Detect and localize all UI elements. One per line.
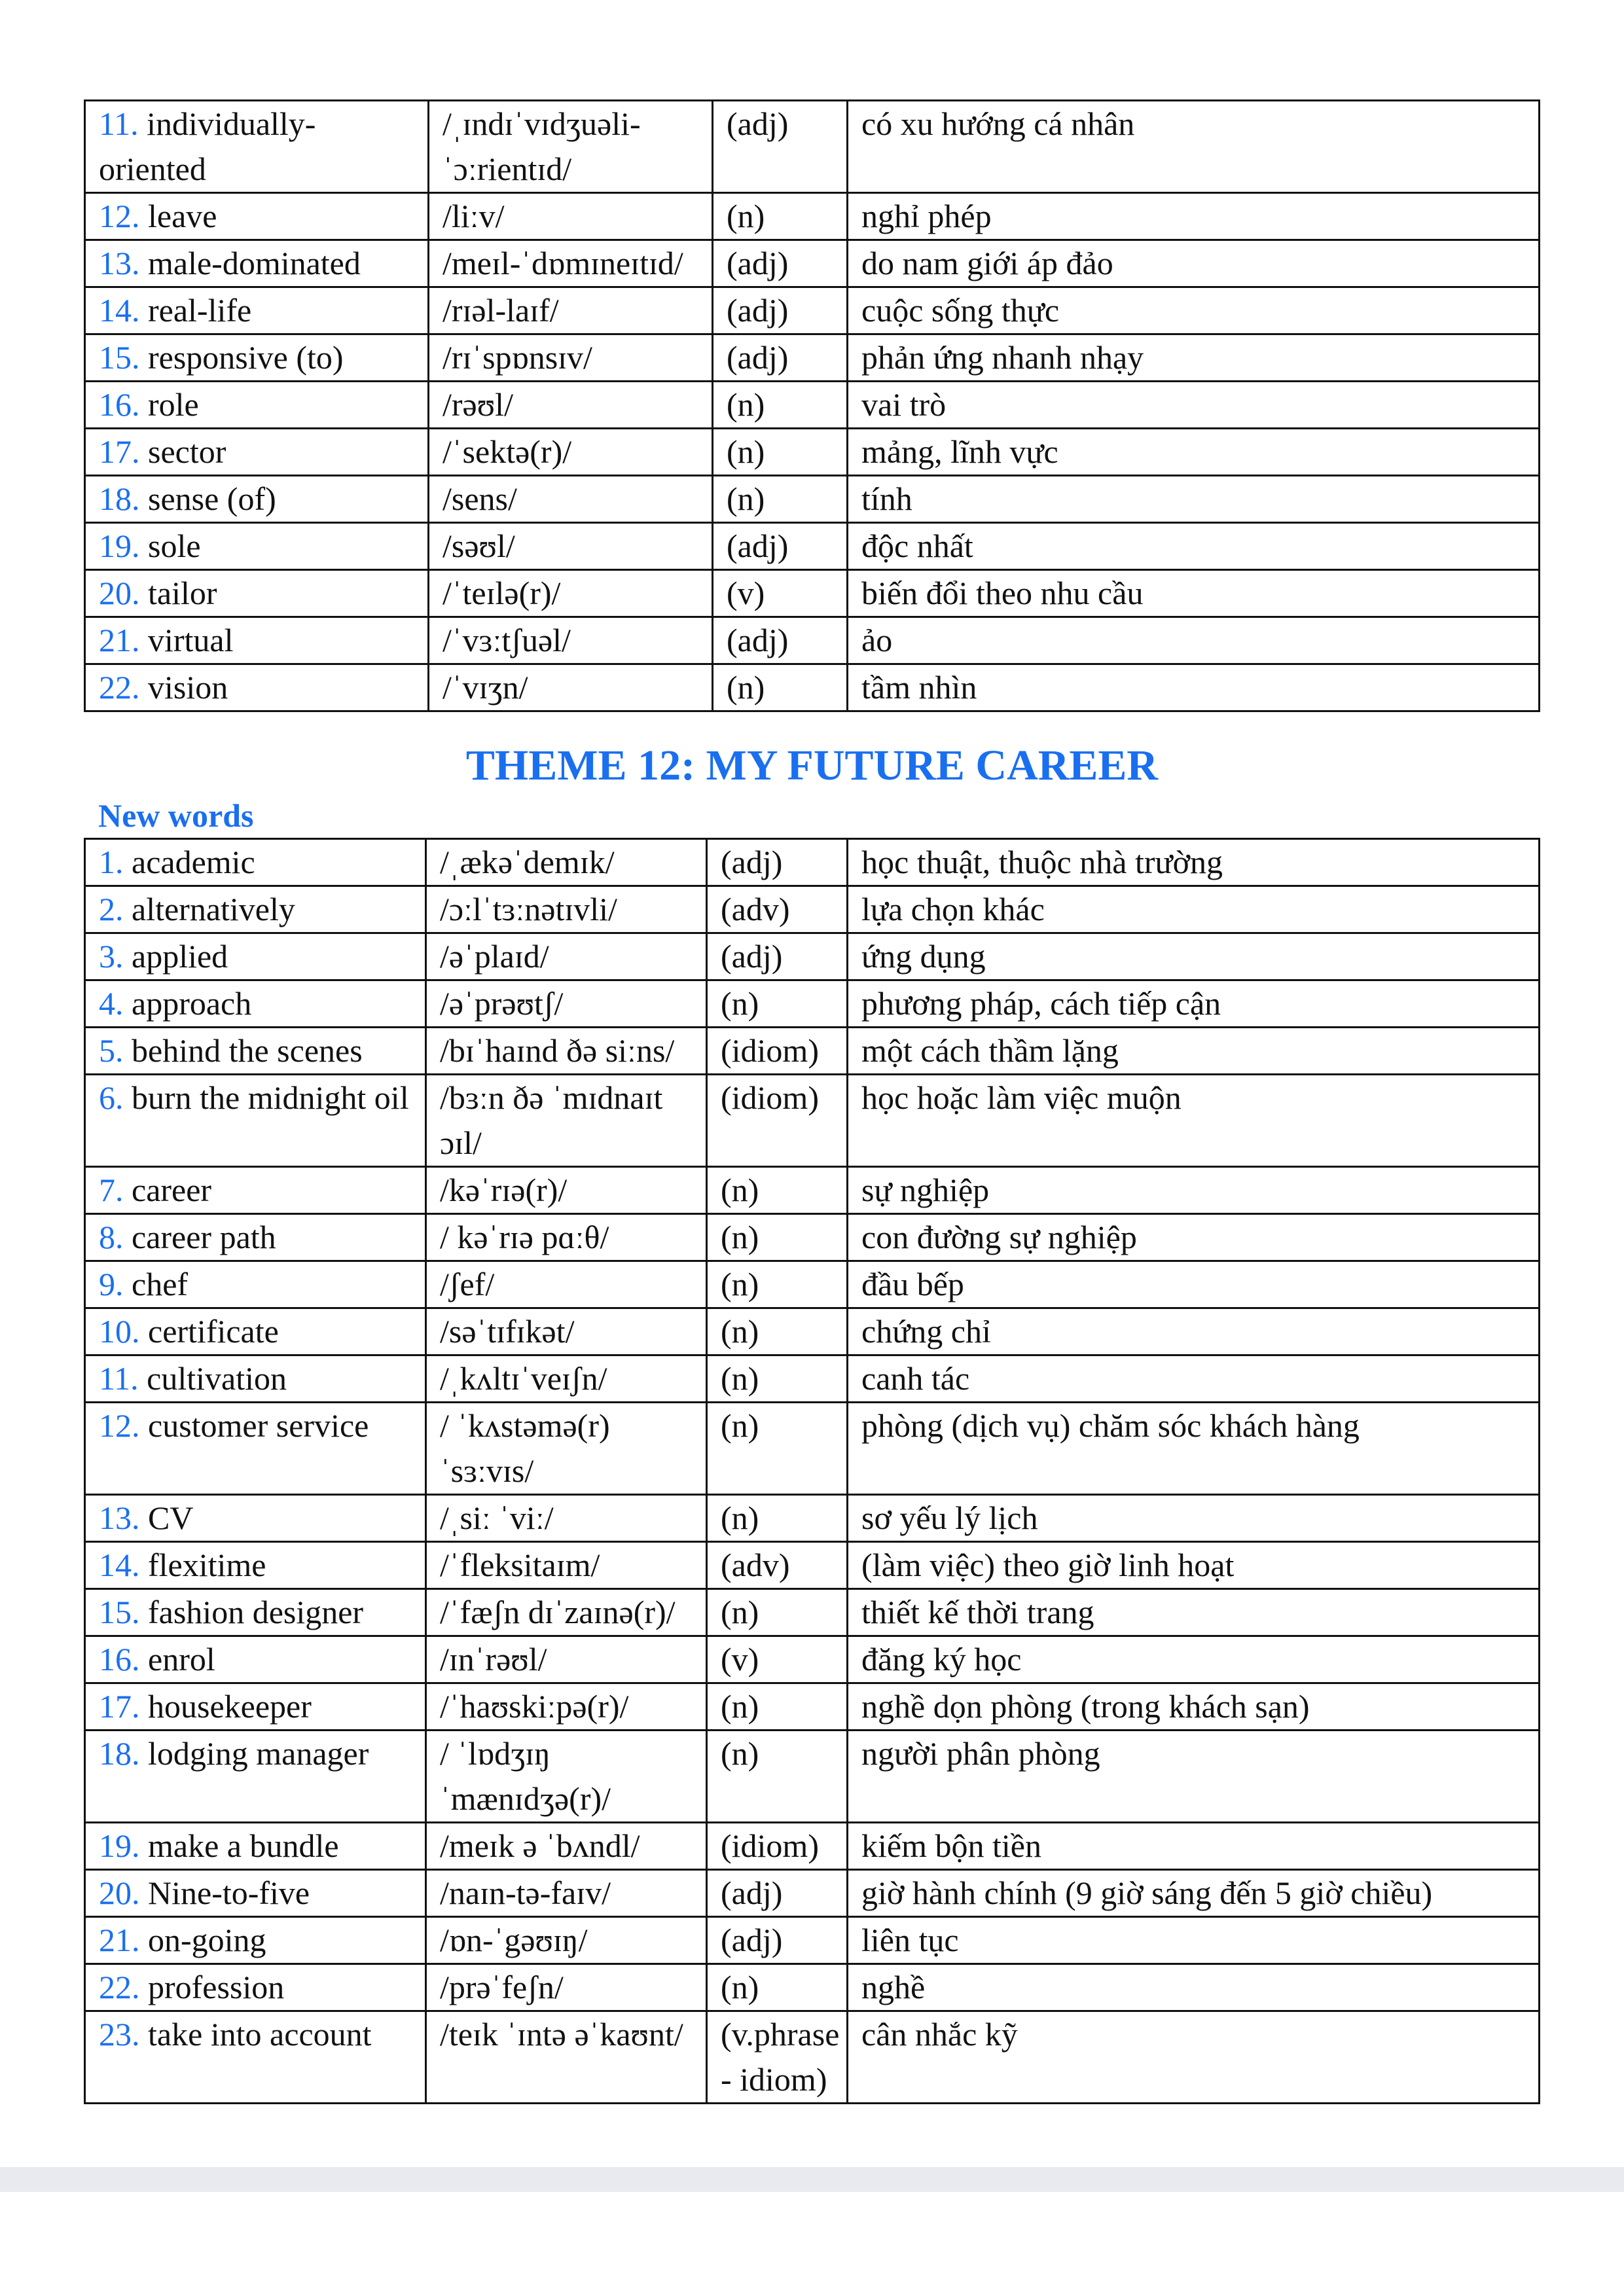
meaning-cell: kiếm bộn tiền <box>848 1823 1540 1870</box>
item-number: 22. <box>99 669 140 706</box>
item-number: 19. <box>99 1827 140 1864</box>
meaning-cell: nghỉ phép <box>848 193 1540 240</box>
vocab-row <box>85 523 1540 570</box>
word-cell <box>85 1167 426 1214</box>
word: sense (of) <box>148 480 276 517</box>
pronunciation-cell: /ɔːlˈtɜːnətɪvli/ <box>426 886 707 933</box>
vocab-row <box>85 101 1540 193</box>
word: sector <box>148 433 226 470</box>
word-cell <box>85 1075 426 1167</box>
word-cell <box>85 1964 426 2011</box>
theme-title: THEME 12: MY FUTURE CAREER <box>465 742 1159 789</box>
part-of-speech-cell: (n) <box>707 1261 848 1308</box>
word: role <box>148 386 199 423</box>
word: responsive (to) <box>148 339 344 376</box>
item-number: 7. <box>99 1172 124 1208</box>
meaning-cell: con đường sự nghiệp <box>848 1214 1540 1261</box>
pronunciation-cell: /ˈhaʊskiːpə(r)/ <box>426 1683 707 1731</box>
vocab-row <box>85 1964 1540 2011</box>
item-number: 18. <box>99 1735 140 1772</box>
word: career path <box>132 1219 276 1255</box>
pronunciation-cell: /naɪn-tə-faɪv/ <box>426 1870 707 1917</box>
part-of-speech-cell: (adj) <box>707 1917 848 1964</box>
meaning-cell: một cách thầm lặng <box>848 1028 1540 1075</box>
part-of-speech-cell: (adv) <box>707 886 848 933</box>
meaning-cell: ảo <box>848 617 1540 664</box>
pronunciation-cell: /səʊl/ <box>429 523 713 570</box>
word-cell <box>85 1403 426 1495</box>
item-number: 23. <box>99 2016 140 2053</box>
word: certificate <box>148 1313 279 1350</box>
meaning-cell: thiết kế thời trang <box>848 1589 1540 1636</box>
pronunciation-cell: /rɪəl-laɪf/ <box>429 287 713 334</box>
item-number: 5. <box>99 1032 124 1069</box>
meaning-cell: đầu bếp <box>848 1261 1540 1308</box>
word-cell <box>85 886 426 933</box>
pronunciation-cell: /sens/ <box>429 476 713 523</box>
vocab-row <box>85 1028 1540 1075</box>
vocab-row <box>85 1495 1540 1542</box>
pronunciation-cell: /ˈsektə(r)/ <box>429 429 713 476</box>
part-of-speech-cell: (n) <box>707 1214 848 1261</box>
word: customer service <box>148 1407 369 1444</box>
item-number: 22. <box>99 1969 140 2005</box>
vocab-row <box>85 1075 1540 1167</box>
meaning-cell: tầm nhìn <box>848 664 1540 711</box>
vocab-row <box>85 1308 1540 1355</box>
word: behind the scenes <box>132 1032 363 1069</box>
pronunciation-cell: /ˌækəˈdemɪk/ <box>426 839 707 886</box>
vocab-row <box>85 617 1540 664</box>
pronunciation-cell: /ˌsiː ˈviː/ <box>426 1495 707 1542</box>
item-number: 8. <box>99 1219 124 1255</box>
pronunciation-cell: /ˌɪndɪˈvɪdʒuəli-ˈɔːrientɪd/ <box>429 101 713 193</box>
section-label: New words <box>98 797 254 834</box>
part-of-speech-cell: (adj) <box>713 101 848 193</box>
word: individually-oriented <box>99 105 316 187</box>
item-number: 3. <box>99 938 124 975</box>
word-cell <box>85 980 426 1028</box>
word-cell <box>85 429 429 476</box>
vocab-row <box>85 2011 1540 2104</box>
vocab-row <box>85 664 1540 711</box>
item-number: 12. <box>99 198 140 234</box>
word: career <box>132 1172 212 1208</box>
item-number: 1. <box>99 844 124 880</box>
item-number: 15. <box>99 339 140 376</box>
meaning-cell: sự nghiệp <box>848 1167 1540 1214</box>
part-of-speech-cell: (adj) <box>713 240 848 287</box>
meaning-cell: phương pháp, cách tiếp cận <box>848 980 1540 1028</box>
vocab-row <box>85 1355 1540 1403</box>
item-number: 9. <box>99 1266 124 1302</box>
word-cell <box>85 933 426 980</box>
word: tailor <box>148 575 217 611</box>
meaning-cell: lựa chọn khác <box>848 886 1540 933</box>
word-cell <box>85 1731 426 1823</box>
word-cell <box>85 382 429 429</box>
part-of-speech-cell: (adj) <box>707 933 848 980</box>
vocab-row <box>85 476 1540 523</box>
pronunciation-cell: /ˈfleksitaɪm/ <box>426 1542 707 1589</box>
part-of-speech-cell: (adj) <box>707 1870 848 1917</box>
vocab-row <box>85 1403 1540 1495</box>
part-of-speech-cell: (n) <box>713 429 848 476</box>
vocab-row <box>85 570 1540 617</box>
word-cell <box>85 570 429 617</box>
vocab-row <box>85 382 1540 429</box>
meaning-cell: (làm việc) theo giờ linh hoạt <box>848 1542 1540 1589</box>
item-number: 13. <box>99 1499 140 1536</box>
item-number: 14. <box>99 292 140 329</box>
vocab-row <box>85 1261 1540 1308</box>
word-cell <box>85 1495 426 1542</box>
meaning-cell: chứng chỉ <box>848 1308 1540 1355</box>
part-of-speech-cell: (n) <box>707 1731 848 1823</box>
vocab-table-theme-11 <box>84 99 1540 712</box>
word: flexitime <box>148 1547 266 1583</box>
pronunciation-cell: /bɜːn ðə ˈmɪdnaɪt ɔɪl/ <box>426 1075 707 1167</box>
part-of-speech-cell: (n) <box>707 1964 848 2011</box>
vocab-row <box>85 886 1540 933</box>
vocab-row <box>85 1683 1540 1731</box>
part-of-speech-cell: (n) <box>707 1495 848 1542</box>
part-of-speech-cell: (adv) <box>707 1542 848 1589</box>
meaning-cell: tính <box>848 476 1540 523</box>
word-cell <box>85 1636 426 1683</box>
vocab-row <box>85 334 1540 382</box>
part-of-speech-cell: (idiom) <box>707 1075 848 1167</box>
word-cell <box>85 1823 426 1870</box>
part-of-speech-cell: (n) <box>707 1403 848 1495</box>
item-number: 21. <box>99 622 140 658</box>
page-separator <box>0 2167 1624 2192</box>
word: enrol <box>148 1641 215 1677</box>
word: profession <box>148 1969 285 2005</box>
pronunciation-cell: /ˈvɜːtʃuəl/ <box>429 617 713 664</box>
word-cell <box>85 2011 426 2104</box>
word-cell <box>85 1028 426 1075</box>
word: sole <box>148 528 201 564</box>
vocab-row <box>85 287 1540 334</box>
pronunciation-cell: /liːv/ <box>429 193 713 240</box>
word: virtual <box>148 622 234 658</box>
item-number: 15. <box>99 1594 140 1630</box>
part-of-speech-cell: (n) <box>713 664 848 711</box>
item-number: 13. <box>99 245 140 281</box>
item-number: 18. <box>99 480 140 517</box>
vocab-row <box>85 193 1540 240</box>
pronunciation-cell: /rəʊl/ <box>429 382 713 429</box>
meaning-cell: ứng dụng <box>848 933 1540 980</box>
part-of-speech-cell: (adj) <box>713 523 848 570</box>
item-number: 20. <box>99 575 140 611</box>
part-of-speech-cell: (n) <box>707 980 848 1028</box>
pronunciation-cell: /kəˈrɪə(r)/ <box>426 1167 707 1214</box>
item-number: 2. <box>99 891 124 927</box>
meaning-cell: cuộc sống thực <box>848 287 1540 334</box>
word-cell <box>85 839 426 886</box>
part-of-speech-cell: (adj) <box>713 617 848 664</box>
word: approach <box>132 985 252 1022</box>
pronunciation-cell: /teɪk ˈɪntə əˈkaʊnt/ <box>426 2011 707 2104</box>
vocab-row <box>85 1167 1540 1214</box>
item-number: 14. <box>99 1547 140 1583</box>
pronunciation-cell: /meɪl-ˈdɒmɪneɪtɪd/ <box>429 240 713 287</box>
item-number: 11. <box>99 1360 139 1397</box>
word: male-dominated <box>148 245 361 281</box>
part-of-speech-cell: (v) <box>707 1636 848 1683</box>
word-cell <box>85 1870 426 1917</box>
meaning-cell: nghề dọn phòng (trong khách sạn) <box>848 1683 1540 1731</box>
part-of-speech-cell: (idiom) <box>707 1823 848 1870</box>
meaning-cell: độc nhất <box>848 523 1540 570</box>
item-number: 4. <box>99 985 124 1022</box>
word: lodging manager <box>148 1735 369 1772</box>
meaning-cell: liên tục <box>848 1917 1540 1964</box>
part-of-speech-cell: (n) <box>707 1308 848 1355</box>
part-of-speech-cell: (idiom) <box>707 1028 848 1075</box>
pronunciation-cell: /ɪnˈrəʊl/ <box>426 1636 707 1683</box>
meaning-cell: đăng ký học <box>848 1636 1540 1683</box>
meaning-cell: biến đổi theo nhu cầu <box>848 570 1540 617</box>
meaning-cell: học thuật, thuộc nhà trường <box>848 839 1540 886</box>
part-of-speech-cell: (v.phrase - idiom) <box>707 2011 848 2104</box>
pronunciation-cell: /ʃef/ <box>426 1261 707 1308</box>
part-of-speech-cell: (adj) <box>713 334 848 382</box>
word: applied <box>132 938 228 975</box>
word-cell <box>85 1214 426 1261</box>
item-number: 16. <box>99 1641 140 1677</box>
item-number: 17. <box>99 433 140 470</box>
meaning-cell: phản ứng nhanh nhạy <box>848 334 1540 382</box>
vocab-row <box>85 1870 1540 1917</box>
word-cell <box>85 476 429 523</box>
vocab-row <box>85 839 1540 886</box>
word-cell <box>85 101 429 193</box>
meaning-cell: do nam giới áp đảo <box>848 240 1540 287</box>
meaning-cell: học hoặc làm việc muộn <box>848 1075 1540 1167</box>
part-of-speech-cell: (n) <box>713 193 848 240</box>
meaning-cell: người phân phòng <box>848 1731 1540 1823</box>
word-cell <box>85 664 429 711</box>
pronunciation-cell: /əˈplaɪd/ <box>426 933 707 980</box>
meaning-cell: cân nhắc kỹ <box>848 2011 1540 2104</box>
item-number: 11. <box>99 105 139 142</box>
word: make a bundle <box>148 1827 339 1864</box>
meaning-cell: phòng (dịch vụ) chăm sóc khách hàng <box>848 1403 1540 1495</box>
pronunciation-cell: / ˈlɒdʒɪŋ ˈmænɪdʒə(r)/ <box>426 1731 707 1823</box>
word: real-life <box>148 292 252 329</box>
word: on-going <box>148 1922 266 1958</box>
word: cultivation <box>147 1360 287 1397</box>
word-cell <box>85 1917 426 1964</box>
vocab-row <box>85 1214 1540 1261</box>
pronunciation-cell: /ˈfæʃn dɪˈzaɪnə(r)/ <box>426 1589 707 1636</box>
pronunciation-cell: /səˈtɪfɪkət/ <box>426 1308 707 1355</box>
word: take into account <box>148 2016 372 2053</box>
part-of-speech-cell: (v) <box>713 570 848 617</box>
word-cell <box>85 287 429 334</box>
pronunciation-cell: /prəˈfeʃn/ <box>426 1964 707 2011</box>
meaning-cell: có xu hướng cá nhân <box>848 101 1540 193</box>
meaning-cell: nghề <box>848 1964 1540 2011</box>
word: burn the midnight oil <box>132 1079 409 1116</box>
vocab-row <box>85 1636 1540 1683</box>
item-number: 10. <box>99 1313 140 1350</box>
part-of-speech-cell: (n) <box>707 1589 848 1636</box>
word-cell <box>85 1683 426 1731</box>
pronunciation-cell: /ˌkʌltɪˈveɪʃn/ <box>426 1355 707 1403</box>
word: chef <box>132 1266 189 1302</box>
item-number: 21. <box>99 1922 140 1958</box>
word-cell <box>85 1261 426 1308</box>
part-of-speech-cell: (n) <box>713 476 848 523</box>
item-number: 6. <box>99 1079 124 1116</box>
meaning-cell: canh tác <box>848 1355 1540 1403</box>
vocab-row <box>85 1589 1540 1636</box>
pronunciation-cell: / kəˈrɪə pɑːθ/ <box>426 1214 707 1261</box>
word: alternatively <box>132 891 295 927</box>
pronunciation-cell: / ˈkʌstəmə(r) ˈsɜːvɪs/ <box>426 1403 707 1495</box>
item-number: 12. <box>99 1407 140 1444</box>
meaning-cell: giờ hành chính (9 giờ sáng đến 5 giờ chiều) <box>848 1870 1540 1917</box>
vocab-table-theme-12 <box>84 838 1540 2104</box>
vocab-row <box>85 980 1540 1028</box>
part-of-speech-cell: (adj) <box>713 287 848 334</box>
vocab-row <box>85 1917 1540 1964</box>
word: academic <box>132 844 255 880</box>
part-of-speech-cell: (n) <box>707 1683 848 1731</box>
word: vision <box>148 669 228 706</box>
pronunciation-cell: /ɒn-ˈgəʊɪŋ/ <box>426 1917 707 1964</box>
word: CV <box>148 1499 194 1536</box>
word-cell <box>85 334 429 382</box>
word: Nine-to-five <box>148 1874 310 1911</box>
part-of-speech-cell: (n) <box>713 382 848 429</box>
vocab-row <box>85 1823 1540 1870</box>
word-cell <box>85 240 429 287</box>
word-cell <box>85 1355 426 1403</box>
pronunciation-cell: /meɪk ə ˈbʌndl/ <box>426 1823 707 1870</box>
pronunciation-cell: /əˈprəʊtʃ/ <box>426 980 707 1028</box>
word: leave <box>148 198 217 234</box>
meaning-cell: sơ yếu lý lịch <box>848 1495 1540 1542</box>
word-cell <box>85 1542 426 1589</box>
pronunciation-cell: /ˈteɪlə(r)/ <box>429 570 713 617</box>
word: housekeeper <box>148 1688 312 1725</box>
vocab-row <box>85 933 1540 980</box>
word: fashion designer <box>148 1594 364 1630</box>
word-cell <box>85 1308 426 1355</box>
pronunciation-cell: /ˈvɪʒn/ <box>429 664 713 711</box>
item-number: 16. <box>99 386 140 423</box>
item-number: 20. <box>99 1874 140 1911</box>
vocab-row <box>85 240 1540 287</box>
item-number: 17. <box>99 1688 140 1725</box>
meaning-cell: mảng, lĩnh vực <box>848 429 1540 476</box>
word-cell <box>85 1589 426 1636</box>
pronunciation-cell: /rɪˈspɒnsɪv/ <box>429 334 713 382</box>
item-number: 19. <box>99 528 140 564</box>
part-of-speech-cell: (n) <box>707 1167 848 1214</box>
vocab-row <box>85 429 1540 476</box>
word-cell <box>85 523 429 570</box>
part-of-speech-cell: (adj) <box>707 839 848 886</box>
pronunciation-cell: /bɪˈhaɪnd ðə siːns/ <box>426 1028 707 1075</box>
word-cell <box>85 193 429 240</box>
word-cell <box>85 617 429 664</box>
vocab-row <box>85 1542 1540 1589</box>
vocab-row <box>85 1731 1540 1823</box>
part-of-speech-cell: (n) <box>707 1355 848 1403</box>
meaning-cell: vai trò <box>848 382 1540 429</box>
